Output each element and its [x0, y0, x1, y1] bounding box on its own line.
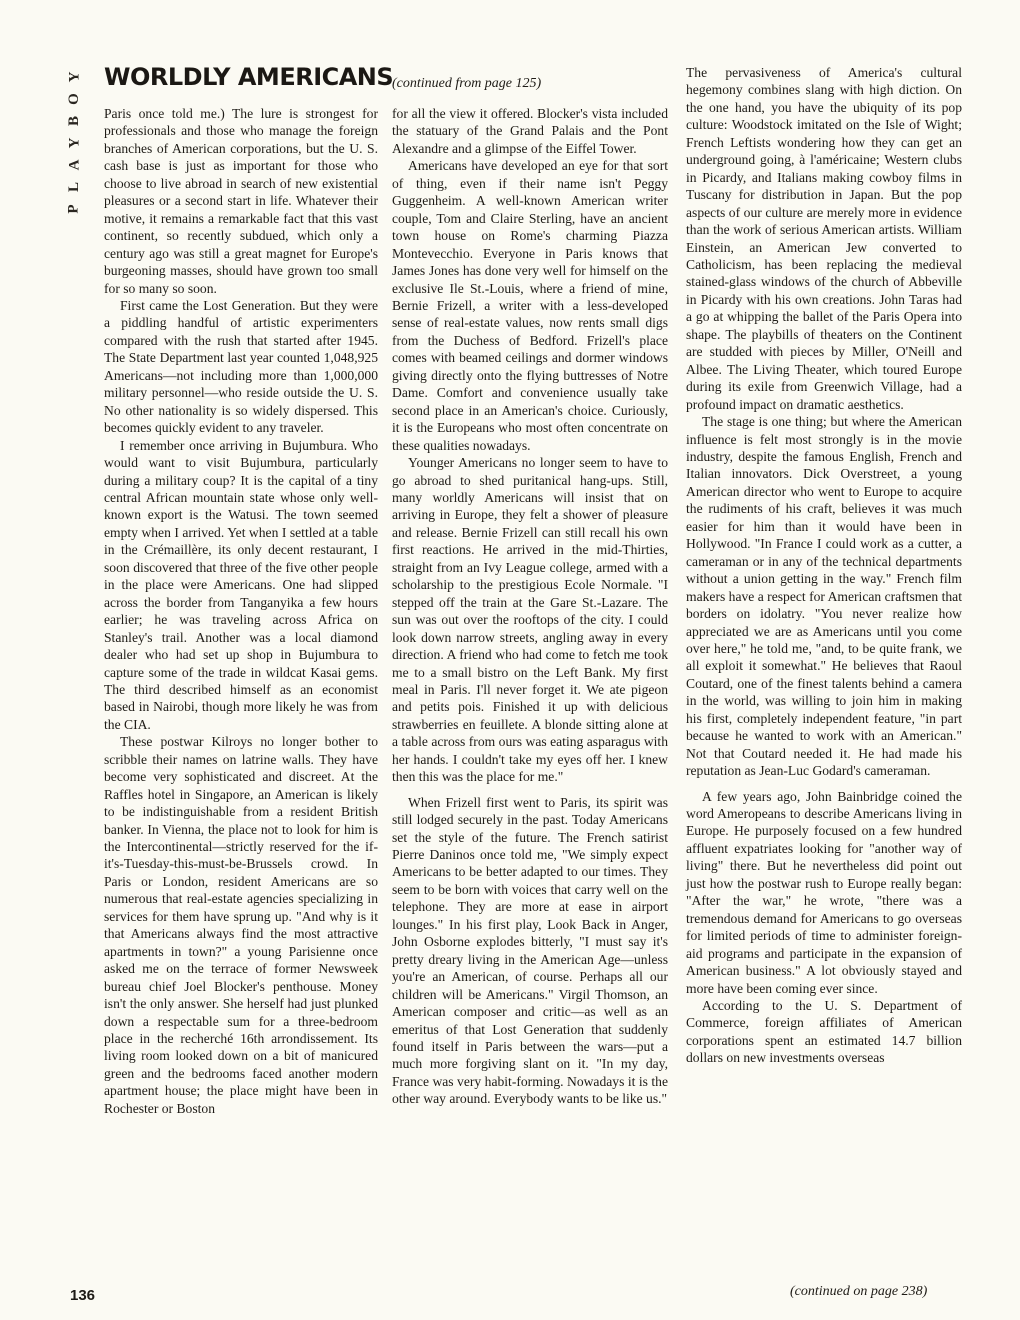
continued-on-note: (continued on page 238): [790, 1284, 928, 1299]
logo-letter: P: [65, 204, 82, 214]
logo-letter: Y: [66, 71, 82, 83]
paragraph: Younger Americans no longer seem to have to go abroad to shed puritanical hang-ups. Still, many worldly Americans will insist that on arriving in Europe, they felt a shower of pleasure and release. Bernie Frizell can still recall his own first reactions. He arrived in the mid-Thirties, straight from an Ivy League college, armed with a scholarship to the prestigious Ecole Normale. "I stepped off the train at the Gare St.-Lazare. The sun was out over the rooftops of the city. I could look down narrow streets, angling away in every direction. A friend who had come to fetch me took me to a small bistro on the Left Bank. My first meal in Paris. I'll never forget it. We ate pigeon and petits pois. Finished it up with delicious strawberries en feuillete. A blonde sitting alone at a table across from ours was eating asparagus with her hands. I couldn't take my eyes off her. I knew then this was the place for me.": [392, 455, 668, 785]
paragraph: When Frizell first went to Paris, its spirit was still lodged securely in the past. Today Americans set the style of the future. The French satirist Pierre Daninos once told me, "We simply expect Americans to be better adapted to our times. They seem to be born with voices that carry well on the telephone. They are more at ease in airport lounges." In his first play, Look Back in Anger, John Osborne explodes bitterly, "I must say it's pretty dreary living in the American Age—unless you're an American, of course. Perhaps all our children will be Americans." Virgil Thomson, an American composer and critic—as well as an emeritus of that Lost Generation that suddenly found itself in Paris between the wars—put a much more forgiving slant on it. "In my day, France was very habit-forming. Nowadays it is the other way around. Everybody wants to be like us.": [392, 794, 668, 1107]
continued-from-note: (continued from page 125): [392, 76, 542, 91]
page-number: 136: [70, 1287, 96, 1304]
paragraph: I remember once arriving in Bujumbura. Who would want to visit Bujumbura, particularly during a military coup? It is the capital of a tiny central African mountain state whose only well-known export is the Watusi. The town seemed empty when I arrived. Yet when I settled at a table in the Crémaillère, its only decent restaurant, I soon discovered that three of the five other people in the place were Americans. One had slipped across the border from Tanganyika a few hours earlier; he was traveling across Africa on Stanley's trail. Another was a local diamond dealer who had set up shop in Bujumbura to capture some of the trade in wildcat Kasai gems. The third described himself as an economist based in Nairobi, though more likely he was from the CIA.: [104, 437, 378, 732]
paragraph: First came the Lost Generation. But they were a piddling handful of artistic experimenters compared with the rush that started after 1945. The State Department last year counted 1,048,925 Americans—not including more than 1,000,000 military personnel—who reside outside the U. S. No other nationality is so widely dispersed. This becomes quickly evident to any traveler.: [104, 297, 378, 436]
paragraph: A few years ago, John Bainbridge coined the word Ameropeans to describe Americans living in Europe. He purposely focused on a few hundred affluent expatriates looking for "another way of living" there. But he nevertheless did point out just how the postwar rush to Europe really began: "After the war," he wrote, "there was a tremendous demand for Americans to go overseas for limited periods of time to administer foreign-aid programs and participate in the expansion of American business." A lot obviously stayed and more have been coming ever since.: [686, 788, 962, 996]
text-column-1: [104, 105, 378, 1117]
paragraph: Paris once told me.) The lure is strongest for professionals and those who manage the foreign branches of American corporations, but the U. S. cash base is just as important for those who choose to live abroad in search of new existential pleasures or a second start in life. Whatever their motive, it remains a remarkable fact that this vast continent, so recently subdued, which only a century ago was still a great magnet for Europe's burgeoning masses, should have grown too small for so many so soon.: [104, 106, 378, 296]
logo-letter: A: [66, 159, 82, 171]
paragraph: Americans have developed an eye for that sort of thing, even if their name isn't Peggy Guggenheim. A well-known American writer couple, Tom and Claire Sterling, have an ancient town house on Rome's charming Piazza Montevecchio. Everyone in Paris knows that James Jones has done very well for himself on the exclusive Ile St.-Louis, where a friend of mine, Bernie Frizell, a writer with a less-developed sense of real-estate values, now rents small digs from the Duchess of Bedford. Frizell's place comes with beamed ceilings and dormer windows giving directly onto the flying buttresses of Notre Dame. Comfort and convenience usually take second place in an American's choice. Curiously, it is the Europeans who most often concentrate on these qualities nowadays.: [392, 158, 668, 453]
logo-letter: Y: [66, 137, 82, 149]
logo-letter: L: [65, 181, 82, 193]
paragraph: for all the view it offered. Blocker's vista included the statuary of the Grand Palais and the Pont Alexandre and a glimpse of the Eiffel Tower.: [392, 106, 668, 156]
paragraph: The pervasiveness of America's cultural hegemony combines slang with high diction. On the one hand, you have the ubiquity of its pop culture: Woodstock imitated on the Isle of Wight; French Leftists wondering how they can get an underground going, à l'américaine; Western clubs in Picardy, and Italians making cowboy films in Tuscany for distribution in Japan. But the pop aspects of our culture are merely more in evidence than the work of serious American artists. William Einstein, an American Jew converted to Catholicism, has been replacing the medieval stained-glass windows of the church of Abbeville in Picardy with his own creations. John Taras had a go at whipping the ballet of the Paris Opera into shape. The playbills of theaters on the Continent are studded with pieces by Miller, O'Neill and Albee. The Living Theater, which toured Europe during its exile from Greenwich Village, had a profound impact on dramatic aesthetics.: [686, 65, 962, 412]
text-column-3: [686, 64, 962, 1067]
logo-letter: O: [65, 93, 82, 105]
text-column-2: [392, 105, 668, 1108]
paragraph: The stage is one thing; but where the American influence is felt most strongly is in the movie industry, despite the famous English, French and Italian innovators. Dick Overstreet, a young American director who went to Europe to acquire the rudiments of his craft, believes it was much easier for him than it would have been in Hollywood. "In France I could work as a cutter, a cameraman or in any of the technical departments without a union getting in the way." French film makers have a respect for American craftsmen that borders on idolatry. "You never realize how appreciated we are as Americans until you come over here," he told me, "and, to be quite frank, we all exploit it somewhat." He believes that Raoul Coutard, one of the finest talents behind a camera in the world, was willing to join him in making his first, completely independent feature, "in part because he wanted to work with an American." Not that Coutard needed it. He had made his reputation as Jean-Luc Godard's cameraman.: [686, 414, 962, 779]
magazine-logo-vertical: [62, 66, 86, 220]
logo-letter: B: [65, 115, 82, 127]
article-headline: WORLDLY AMERICANS: [104, 63, 394, 91]
paragraph: According to the U. S. Department of Commerce, foreign affiliates of American corporations spent an estimated 14.7 billion dollars on new investments overseas: [686, 998, 962, 1066]
paragraph: These postwar Kilroys no longer bother to scribble their names on latrine walls. They have become very sophisticated and discreet. At the Raffles hotel in Singapore, an American is likely to be indistinguishable from a resident British banker. In Vienna, the place not to look for him is the Intercontinental—strictly reserved for the if-it's-Tuesday-this-must-be-Brussels crowd. In Paris or London, resident Americans are so numerous that real-estate agencies specializing in services for them have sprung up. "And why is it that Americans always find the most attractive apartments in town?" a young Parisienne once asked me on the terrace of former Newsweek bureau chief Joel Blocker's penthouse. Money isn't the only answer. She herself had just plunked down a respectable sum for a three-bedroom place in the recherché 16th arrondissement. Its living room looked down on a bit of manicured green and the bedrooms faced another modern apartment house; the place might have been in Rochester or Boston: [104, 734, 378, 1116]
